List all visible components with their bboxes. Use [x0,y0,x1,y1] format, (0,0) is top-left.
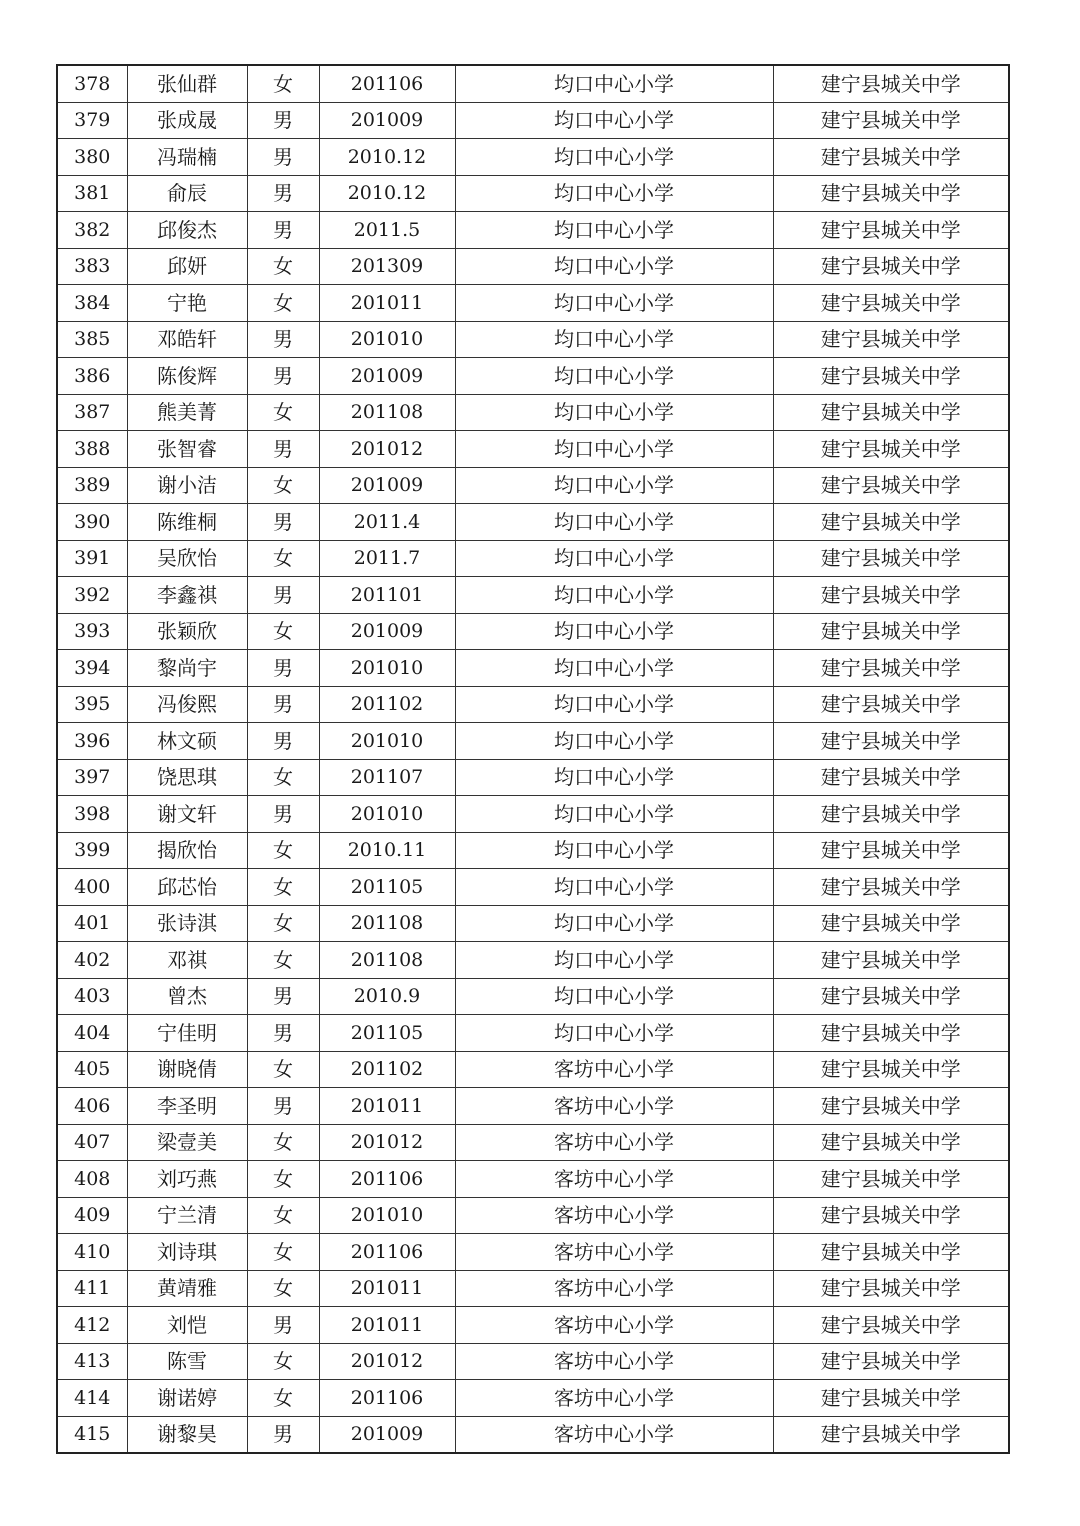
table-row [57,139,1009,176]
student-roster-table [56,64,1010,1454]
gender-cell: 女 [247,1197,319,1234]
middle-school-cell: 建宁县城关中学 [773,650,1009,687]
primary-school-cell: 均口中心小学 [455,321,773,358]
birth-date-cell: 201011 [319,1270,455,1307]
middle-school-cell: 建宁县城关中学 [773,431,1009,468]
birth-date-cell: 201009 [319,1416,455,1453]
birth-date-cell: 201010 [319,796,455,833]
table-row [57,577,1009,614]
table-row [57,650,1009,687]
row-number-cell: 398 [57,796,127,833]
primary-school-cell: 客坊中心小学 [455,1124,773,1161]
primary-school-cell: 客坊中心小学 [455,1343,773,1380]
middle-school-cell: 建宁县城关中学 [773,686,1009,723]
student-name-cell: 张智睿 [127,431,247,468]
birth-date-cell: 201102 [319,686,455,723]
student-name-cell: 冯瑞楠 [127,139,247,176]
gender-cell: 男 [247,212,319,249]
gender-cell: 女 [247,905,319,942]
middle-school-cell: 建宁县城关中学 [773,869,1009,906]
primary-school-cell: 均口中心小学 [455,686,773,723]
primary-school-cell: 均口中心小学 [455,723,773,760]
middle-school-cell: 建宁县城关中学 [773,1051,1009,1088]
gender-cell: 女 [247,942,319,979]
primary-school-cell: 均口中心小学 [455,613,773,650]
birth-date-cell: 201010 [319,321,455,358]
middle-school-cell: 建宁县城关中学 [773,577,1009,614]
student-name-cell: 张诗淇 [127,905,247,942]
birth-date-cell: 201107 [319,759,455,796]
table-row [57,1270,1009,1307]
birth-date-cell: 201011 [319,1088,455,1125]
middle-school-cell: 建宁县城关中学 [773,1270,1009,1307]
row-number-cell: 403 [57,978,127,1015]
row-number-cell: 395 [57,686,127,723]
gender-cell: 女 [247,1270,319,1307]
row-number-cell: 378 [57,65,127,102]
gender-cell: 女 [247,467,319,504]
student-name-cell: 宁艳 [127,285,247,322]
table-row [57,1197,1009,1234]
student-name-cell: 邱俊杰 [127,212,247,249]
student-name-cell: 曾杰 [127,978,247,1015]
middle-school-cell: 建宁县城关中学 [773,796,1009,833]
gender-cell: 女 [247,1380,319,1417]
birth-date-cell: 201011 [319,285,455,322]
birth-date-cell: 2010.11 [319,832,455,869]
primary-school-cell: 均口中心小学 [455,248,773,285]
middle-school-cell: 建宁县城关中学 [773,978,1009,1015]
gender-cell: 男 [247,139,319,176]
gender-cell: 女 [247,394,319,431]
gender-cell: 男 [247,1015,319,1052]
row-number-cell: 383 [57,248,127,285]
birth-date-cell: 2010.12 [319,175,455,212]
student-name-cell: 谢诺婷 [127,1380,247,1417]
row-number-cell: 380 [57,139,127,176]
primary-school-cell: 均口中心小学 [455,358,773,395]
row-number-cell: 381 [57,175,127,212]
row-number-cell: 415 [57,1416,127,1453]
birth-date-cell: 2010.12 [319,139,455,176]
table-row [57,613,1009,650]
table-row [57,905,1009,942]
middle-school-cell: 建宁县城关中学 [773,1380,1009,1417]
birth-date-cell: 201106 [319,1380,455,1417]
student-name-cell: 饶思琪 [127,759,247,796]
row-number-cell: 401 [57,905,127,942]
primary-school-cell: 均口中心小学 [455,431,773,468]
middle-school-cell: 建宁县城关中学 [773,139,1009,176]
gender-cell: 女 [247,248,319,285]
primary-school-cell: 客坊中心小学 [455,1051,773,1088]
middle-school-cell: 建宁县城关中学 [773,504,1009,541]
student-name-cell: 林文硕 [127,723,247,760]
table-row [57,321,1009,358]
gender-cell: 男 [247,1307,319,1344]
gender-cell: 男 [247,358,319,395]
row-number-cell: 389 [57,467,127,504]
middle-school-cell: 建宁县城关中学 [773,65,1009,102]
student-name-cell: 刘恺 [127,1307,247,1344]
table-row [57,686,1009,723]
gender-cell: 男 [247,102,319,139]
row-number-cell: 387 [57,394,127,431]
table-row [57,1161,1009,1198]
birth-date-cell: 201106 [319,1161,455,1198]
table-row [57,1307,1009,1344]
primary-school-cell: 均口中心小学 [455,650,773,687]
birth-date-cell: 201011 [319,1307,455,1344]
primary-school-cell: 均口中心小学 [455,394,773,431]
student-name-cell: 冯俊熙 [127,686,247,723]
gender-cell: 女 [247,613,319,650]
primary-school-cell: 客坊中心小学 [455,1270,773,1307]
primary-school-cell: 均口中心小学 [455,212,773,249]
student-name-cell: 张颖欣 [127,613,247,650]
primary-school-cell: 均口中心小学 [455,1015,773,1052]
birth-date-cell: 201009 [319,358,455,395]
primary-school-cell: 均口中心小学 [455,978,773,1015]
row-number-cell: 405 [57,1051,127,1088]
table-row [57,431,1009,468]
table-row [57,467,1009,504]
primary-school-cell: 均口中心小学 [455,796,773,833]
table-row [57,1088,1009,1125]
table-row [57,504,1009,541]
birth-date-cell: 201009 [319,613,455,650]
table-row [57,1051,1009,1088]
table-row [57,759,1009,796]
student-name-cell: 陈俊辉 [127,358,247,395]
gender-cell: 男 [247,978,319,1015]
birth-date-cell: 201102 [319,1051,455,1088]
primary-school-cell: 均口中心小学 [455,285,773,322]
row-number-cell: 393 [57,613,127,650]
row-number-cell: 412 [57,1307,127,1344]
birth-date-cell: 201309 [319,248,455,285]
student-name-cell: 邱妍 [127,248,247,285]
row-number-cell: 392 [57,577,127,614]
gender-cell: 男 [247,577,319,614]
table-row [57,942,1009,979]
birth-date-cell: 201009 [319,467,455,504]
table-row [57,285,1009,322]
birth-date-cell: 201009 [319,102,455,139]
primary-school-cell: 均口中心小学 [455,905,773,942]
middle-school-cell: 建宁县城关中学 [773,175,1009,212]
birth-date-cell: 201105 [319,869,455,906]
middle-school-cell: 建宁县城关中学 [773,285,1009,322]
gender-cell: 女 [247,1234,319,1271]
gender-cell: 女 [247,1124,319,1161]
table-row [57,978,1009,1015]
gender-cell: 女 [247,869,319,906]
middle-school-cell: 建宁县城关中学 [773,1088,1009,1125]
gender-cell: 女 [247,1051,319,1088]
row-number-cell: 407 [57,1124,127,1161]
table-row [57,1343,1009,1380]
gender-cell: 男 [247,175,319,212]
row-number-cell: 400 [57,869,127,906]
birth-date-cell: 201108 [319,942,455,979]
row-number-cell: 386 [57,358,127,395]
birth-date-cell: 201012 [319,1124,455,1161]
student-name-cell: 吴欣怡 [127,540,247,577]
birth-date-cell: 201106 [319,1234,455,1271]
middle-school-cell: 建宁县城关中学 [773,321,1009,358]
table-row [57,1416,1009,1453]
gender-cell: 男 [247,1088,319,1125]
birth-date-cell: 2011.7 [319,540,455,577]
middle-school-cell: 建宁县城关中学 [773,759,1009,796]
middle-school-cell: 建宁县城关中学 [773,1343,1009,1380]
table-row [57,1380,1009,1417]
gender-cell: 男 [247,431,319,468]
row-number-cell: 384 [57,285,127,322]
student-name-cell: 宁佳明 [127,1015,247,1052]
student-name-cell: 陈维桐 [127,504,247,541]
row-number-cell: 390 [57,504,127,541]
student-name-cell: 刘巧燕 [127,1161,247,1198]
middle-school-cell: 建宁县城关中学 [773,723,1009,760]
primary-school-cell: 客坊中心小学 [455,1088,773,1125]
gender-cell: 女 [247,832,319,869]
row-number-cell: 408 [57,1161,127,1198]
middle-school-cell: 建宁县城关中学 [773,1416,1009,1453]
table-row [57,102,1009,139]
table-row [57,394,1009,431]
row-number-cell: 397 [57,759,127,796]
primary-school-cell: 均口中心小学 [455,759,773,796]
gender-cell: 女 [247,1343,319,1380]
student-name-cell: 李圣明 [127,1088,247,1125]
birth-date-cell: 2010.9 [319,978,455,1015]
row-number-cell: 385 [57,321,127,358]
student-name-cell: 谢晓倩 [127,1051,247,1088]
middle-school-cell: 建宁县城关中学 [773,248,1009,285]
row-number-cell: 406 [57,1088,127,1125]
row-number-cell: 410 [57,1234,127,1271]
table-row [57,175,1009,212]
student-name-cell: 李鑫祺 [127,577,247,614]
primary-school-cell: 均口中心小学 [455,467,773,504]
primary-school-cell: 均口中心小学 [455,65,773,102]
birth-date-cell: 201010 [319,650,455,687]
row-number-cell: 409 [57,1197,127,1234]
middle-school-cell: 建宁县城关中学 [773,1307,1009,1344]
student-name-cell: 张成晟 [127,102,247,139]
student-name-cell: 张仙群 [127,65,247,102]
row-number-cell: 399 [57,832,127,869]
student-name-cell: 熊美菁 [127,394,247,431]
student-name-cell: 宁兰清 [127,1197,247,1234]
primary-school-cell: 均口中心小学 [455,102,773,139]
row-number-cell: 382 [57,212,127,249]
gender-cell: 女 [247,759,319,796]
gender-cell: 男 [247,796,319,833]
birth-date-cell: 201010 [319,1197,455,1234]
student-name-cell: 陈雪 [127,1343,247,1380]
row-number-cell: 379 [57,102,127,139]
primary-school-cell: 均口中心小学 [455,175,773,212]
middle-school-cell: 建宁县城关中学 [773,1124,1009,1161]
birth-date-cell: 201101 [319,577,455,614]
birth-date-cell: 201012 [319,431,455,468]
middle-school-cell: 建宁县城关中学 [773,358,1009,395]
middle-school-cell: 建宁县城关中学 [773,613,1009,650]
student-name-cell: 谢黎昊 [127,1416,247,1453]
gender-cell: 男 [247,686,319,723]
student-name-cell: 黎尚宇 [127,650,247,687]
student-name-cell: 梁壹美 [127,1124,247,1161]
middle-school-cell: 建宁县城关中学 [773,467,1009,504]
student-name-cell: 邓皓轩 [127,321,247,358]
gender-cell: 女 [247,1161,319,1198]
birth-date-cell: 2011.4 [319,504,455,541]
primary-school-cell: 均口中心小学 [455,540,773,577]
primary-school-cell: 客坊中心小学 [455,1416,773,1453]
middle-school-cell: 建宁县城关中学 [773,212,1009,249]
table-row [57,212,1009,249]
gender-cell: 男 [247,723,319,760]
table-row [57,248,1009,285]
student-name-cell: 邓祺 [127,942,247,979]
gender-cell: 男 [247,504,319,541]
row-number-cell: 413 [57,1343,127,1380]
middle-school-cell: 建宁县城关中学 [773,1015,1009,1052]
middle-school-cell: 建宁县城关中学 [773,394,1009,431]
table-row [57,1015,1009,1052]
middle-school-cell: 建宁县城关中学 [773,832,1009,869]
primary-school-cell: 客坊中心小学 [455,1161,773,1198]
roster-body [57,65,1009,1453]
row-number-cell: 388 [57,431,127,468]
gender-cell: 男 [247,321,319,358]
birth-date-cell: 201108 [319,905,455,942]
middle-school-cell: 建宁县城关中学 [773,1234,1009,1271]
primary-school-cell: 均口中心小学 [455,139,773,176]
student-name-cell: 刘诗琪 [127,1234,247,1271]
row-number-cell: 414 [57,1380,127,1417]
middle-school-cell: 建宁县城关中学 [773,1197,1009,1234]
birth-date-cell: 201108 [319,394,455,431]
primary-school-cell: 均口中心小学 [455,869,773,906]
row-number-cell: 404 [57,1015,127,1052]
birth-date-cell: 2011.5 [319,212,455,249]
birth-date-cell: 201012 [319,1343,455,1380]
student-name-cell: 揭欣怡 [127,832,247,869]
middle-school-cell: 建宁县城关中学 [773,1161,1009,1198]
table-row [57,540,1009,577]
gender-cell: 女 [247,540,319,577]
birth-date-cell: 201106 [319,65,455,102]
row-number-cell: 402 [57,942,127,979]
middle-school-cell: 建宁县城关中学 [773,102,1009,139]
row-number-cell: 391 [57,540,127,577]
primary-school-cell: 均口中心小学 [455,832,773,869]
table-row [57,65,1009,102]
table-row [57,1124,1009,1161]
table-row [57,796,1009,833]
table-row [57,832,1009,869]
gender-cell: 男 [247,1416,319,1453]
middle-school-cell: 建宁县城关中学 [773,942,1009,979]
gender-cell: 女 [247,285,319,322]
student-name-cell: 黄靖雅 [127,1270,247,1307]
row-number-cell: 396 [57,723,127,760]
primary-school-cell: 客坊中心小学 [455,1380,773,1417]
primary-school-cell: 客坊中心小学 [455,1197,773,1234]
gender-cell: 男 [247,650,319,687]
row-number-cell: 394 [57,650,127,687]
birth-date-cell: 201105 [319,1015,455,1052]
gender-cell: 女 [247,65,319,102]
student-name-cell: 邱芯怡 [127,869,247,906]
birth-date-cell: 201010 [319,723,455,760]
table-row [57,358,1009,395]
primary-school-cell: 均口中心小学 [455,942,773,979]
primary-school-cell: 均口中心小学 [455,577,773,614]
row-number-cell: 411 [57,1270,127,1307]
student-name-cell: 谢文轩 [127,796,247,833]
table-row [57,1234,1009,1271]
middle-school-cell: 建宁县城关中学 [773,540,1009,577]
table-row [57,869,1009,906]
table-row [57,723,1009,760]
primary-school-cell: 客坊中心小学 [455,1307,773,1344]
student-name-cell: 谢小洁 [127,467,247,504]
primary-school-cell: 客坊中心小学 [455,1234,773,1271]
primary-school-cell: 均口中心小学 [455,504,773,541]
student-name-cell: 俞辰 [127,175,247,212]
middle-school-cell: 建宁县城关中学 [773,905,1009,942]
